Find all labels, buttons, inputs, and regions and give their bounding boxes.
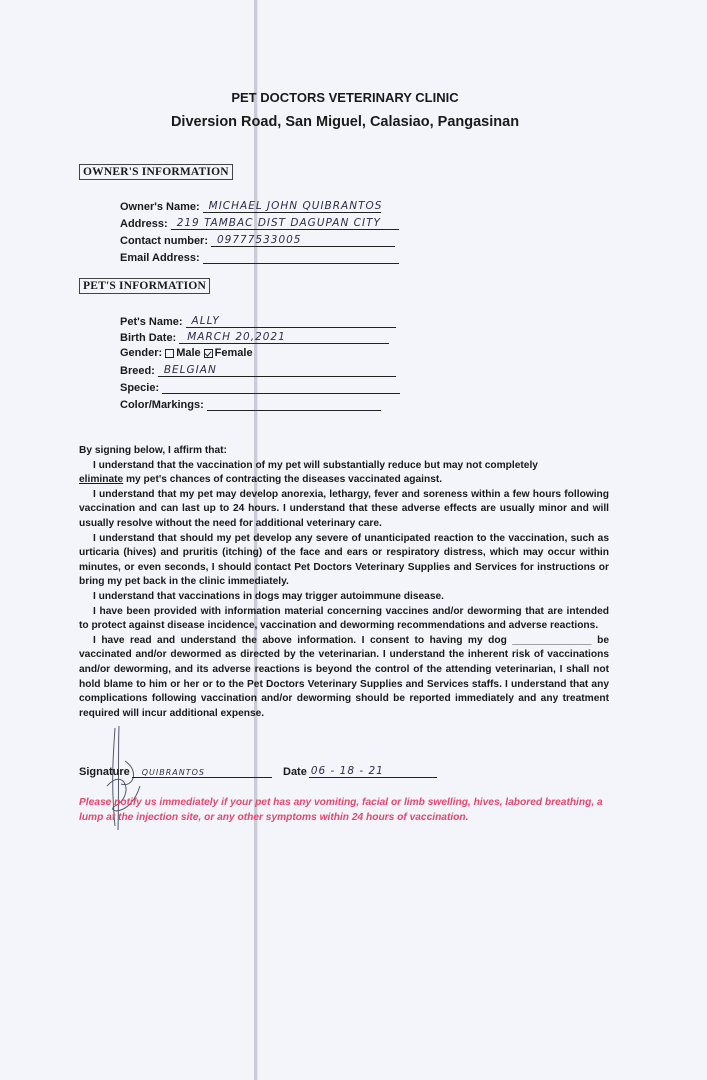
- consent-text: [79, 444, 609, 721]
- signature-field: [79, 764, 272, 778]
- owner-name-label: Owner's Name:: [120, 201, 200, 213]
- birth-date-field: [120, 330, 389, 344]
- signature-value: QUIBRANTOS: [141, 768, 206, 777]
- consent-paragraph-5: I have been provided with information material concerning vaccines and/or deworming that are intended to protect against disease incidence, vaccination and deworming recommendations and adverse reactions.: [79, 605, 609, 632]
- consent-p1-part-a: I understand that the vaccination of my pet will substantially reduce but may not completely: [93, 459, 538, 471]
- date-label: Date: [283, 766, 307, 778]
- email-field: [120, 250, 399, 264]
- gender-label: Gender:: [120, 347, 163, 359]
- dog-name-blank[interactable]: ______________: [512, 634, 592, 646]
- clinic-address: Diversion Road, San Miguel, Calasiao, Pangasinan: [170, 114, 520, 130]
- pet-name-line[interactable]: [186, 314, 396, 328]
- address-field: [120, 216, 399, 230]
- contact-line[interactable]: [211, 233, 395, 247]
- color-label: Color/Markings:: [120, 399, 204, 411]
- contact-field: [120, 233, 395, 247]
- address-label: Address:: [120, 218, 168, 230]
- date-field: [283, 764, 437, 778]
- eliminate-underlined: eliminate: [79, 474, 124, 486]
- contact-value: 09777533005: [217, 234, 302, 246]
- signature-line[interactable]: [132, 764, 272, 778]
- contact-label: Contact number:: [120, 235, 208, 247]
- date-line[interactable]: [309, 764, 437, 778]
- female-checkbox[interactable]: [204, 349, 213, 358]
- pet-name-label: Pet's Name:: [120, 316, 183, 328]
- male-label: Male: [176, 347, 201, 359]
- breed-label: Breed:: [120, 365, 155, 377]
- birth-date-value: MARCH 20,2021: [187, 331, 286, 343]
- male-checkbox[interactable]: [165, 349, 174, 358]
- consent-p6-part-a: I have read and understand the above information. I consent to having my dog: [93, 634, 513, 646]
- pet-name-value: ALLY: [191, 315, 220, 327]
- date-value: 06 - 18 - 21: [310, 765, 384, 777]
- consent-p1-part-b: my pet's chances of contracting the diseases vaccinated against.: [123, 474, 443, 486]
- email-label: Email Address:: [120, 252, 200, 264]
- owner-section-heading: OWNER'S INFORMATION: [79, 164, 233, 180]
- address-value: 219 TAMBAC DIST DAGUPAN CITY: [176, 217, 381, 229]
- notice-text: Please notify us immediately if your pet has any vomiting, facial or limb swelling, hives, labored breathing, a lump at the injection site, or any other symptoms within 24 hours of vaccination.: [79, 797, 603, 823]
- female-label: Female: [214, 347, 253, 359]
- consent-paragraph-2: I understand that my pet may develop anorexia, lethargy, fever and soreness within a few hours following vaccination and can last up to 24 hours. I understand that these adverse effects are usually minor and will usually resolve without the need for additional veterinary care.: [79, 488, 609, 529]
- owner-name-field: [120, 199, 381, 213]
- consent-intro: By signing below, I affirm that:: [79, 445, 227, 456]
- birth-date-line[interactable]: [179, 330, 389, 344]
- birth-date-label: Birth Date:: [120, 332, 177, 344]
- pet-section-heading: PET'S INFORMATION: [79, 278, 210, 294]
- color-line[interactable]: [207, 397, 381, 411]
- breed-field: [120, 363, 396, 377]
- consent-paragraph-4: I understand that vaccinations in dogs may trigger autoimmune disease.: [93, 590, 444, 602]
- specie-label: Specie:: [120, 382, 160, 394]
- consent-paragraph-1: [79, 459, 609, 488]
- consent-paragraph-3: I understand that should my pet develop any severe of unanticipated reaction to the vaccination, such as urticaria (hives) and pruritis (itching) of the face and ears or respiratory distress, which may occur within minutes, or even seconds, I should contact Pet Doctors Veterinary Supplies and Services for instructions or bring my pet back in the clinic immediately.: [79, 532, 609, 588]
- consent-p6-part-b: be vaccinated and/or dewormed as directed by the veterinarian. I understand the inherent risk of vaccinations and/or deworming, and its adverse reactions is beyond the control of the attending veterinarian, I shall not hold blame to him or her or to the Pet Doctors Veterinary Supplies and Services staffs. I understand that any complications following vaccination and/or deworming should be reported immediately and any treatment required will incur additional expense.: [79, 634, 609, 719]
- pet-name-field: [120, 314, 396, 328]
- color-field: [120, 397, 381, 411]
- owner-name-value: MICHAEL JOHN QUIBRANTOS: [208, 200, 383, 212]
- email-line[interactable]: [203, 250, 399, 264]
- consent-paragraph-6: [79, 634, 609, 722]
- address-line[interactable]: [171, 216, 399, 230]
- specie-field: [120, 380, 400, 394]
- breed-value: BELGIAN: [163, 364, 217, 376]
- signature-label: Signature: [79, 766, 130, 778]
- owner-name-line[interactable]: [203, 199, 381, 213]
- gender-field: [120, 347, 253, 359]
- clinic-name: PET DOCTORS VETERINARY CLINIC: [231, 90, 459, 105]
- specie-line[interactable]: [162, 380, 400, 394]
- breed-line[interactable]: [158, 363, 396, 377]
